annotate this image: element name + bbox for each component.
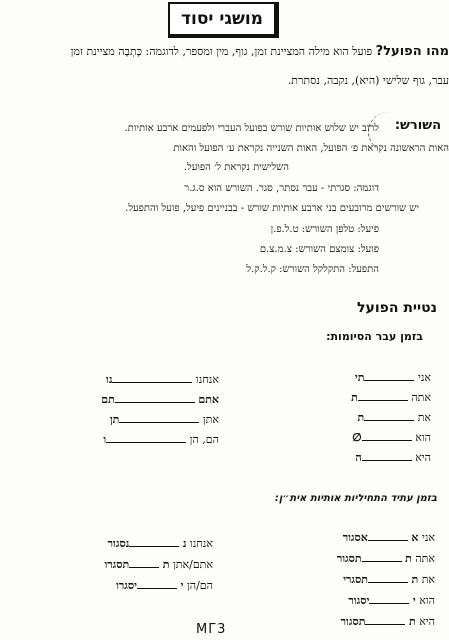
root-line-5: יש שורשים מרובעים בני ארבע אותיות שורש - בבניינים פיעל, פועל והתפעל. [125,203,419,214]
pronoun: היא [419,615,435,628]
intro-text-1: פועל הוא מילה המציינת זמן, גוף, מין ומספר, לדוגמה: כָּתְבָה מציינת זמן [70,45,373,58]
fill-blank[interactable] [362,551,402,562]
future-row [104,557,213,571]
past-row [101,392,219,406]
pronoun: אתם/אתן [173,558,213,571]
suffix: ת [351,391,358,404]
fill-blank[interactable] [364,410,414,421]
past-row [352,430,431,444]
suffix: ת [357,411,365,424]
future-heading: בזמן עתיד התחיליות אותיות אית״ן: [274,493,437,504]
intro-heading: מהו הפועל? [375,44,449,59]
pronoun: את [421,573,435,586]
fill-blank[interactable] [368,530,408,541]
verb-form: תסגור [336,552,362,565]
future-row [343,530,435,544]
past-row [351,390,431,404]
fill-blank[interactable] [129,557,159,568]
root-line-6: פיעל: טלפן השורש: ט.ל.פ.ן [270,224,379,235]
verb-form: יסגור [348,594,370,607]
past-row [357,410,431,424]
fill-blank[interactable] [358,390,408,401]
future-row [108,536,213,550]
pronoun: אני [417,371,431,384]
page-footer: МГ3 [196,622,227,637]
pronoun: אנחנו [189,537,213,550]
future-row [343,572,435,586]
future-row [341,614,435,628]
intro-line-2: עבר, גוף שלישי (היא), נקבה, נסתרת. [287,74,449,87]
root-line-8: התפעל: התקלקל השורש: ק.ל.ק.ל [246,264,379,275]
root-line-1: לרוב יש שלוש אותיות שורש בפועל העברי ולפעמים ארבע אותיות. [124,123,379,134]
fill-blank[interactable] [362,450,412,461]
verb-form: תסגרו [104,558,130,571]
pronoun: הם, הן [189,433,219,446]
pronoun: אני [421,531,435,544]
pronoun: הוא [415,431,431,444]
fill-blank[interactable] [137,578,177,589]
fill-blank[interactable] [364,370,414,381]
verb-form: יסגרו [116,579,138,592]
past-row [355,370,431,384]
past-row [110,412,219,426]
root-line-2: האות הראשונה נקראת פ׳ הפועל, האות השנייה נקראת ע׳ הפועל והאות [173,143,449,154]
verb-form: נסגור [107,537,130,550]
prefix-letter: ת [162,558,170,571]
verb-form: אסגור [342,531,368,544]
suffix: ה [355,451,362,464]
prefix-letter: י [180,579,184,592]
pronoun: אתה [415,552,435,565]
pronoun: אתן [202,413,219,426]
pronoun: אתם [198,393,219,406]
pronoun: אנחנו [195,373,219,386]
suffix: תי [354,371,365,384]
fill-blank[interactable] [368,572,408,583]
page-title: מושגי יסוד [168,2,279,38]
prefix-letter: ת [408,615,416,628]
fill-blank[interactable] [369,593,409,604]
future-row [348,593,435,607]
fill-blank[interactable] [115,392,195,403]
verb-form: תסגרי [343,573,368,586]
suffix: תן [109,413,120,426]
past-row [106,372,219,386]
future-row [116,578,213,592]
pronoun: אתה [411,391,431,404]
pronoun: הוא [419,594,435,607]
root-line-4: דוגמה: סגרתי - עבר נסתר, סגר. השורש הוא ס.ג.ר [184,183,379,194]
root-heading: השורש: [394,118,441,133]
pronoun: את [417,411,431,424]
suffix: תם [101,393,115,406]
fill-blank[interactable] [362,430,412,441]
fill-blank[interactable] [365,614,405,625]
prefix-letter: ת [411,573,419,586]
fill-blank[interactable] [119,412,199,423]
suffix: ∅ [352,431,362,444]
fill-blank[interactable] [112,372,192,383]
prefix-letter: י [412,594,416,607]
intro-line-1 [0,44,449,59]
pronoun: היא [415,451,431,464]
fill-blank[interactable] [129,536,179,547]
past-row [103,432,219,446]
past-row [355,450,431,464]
suffix: נו [106,373,113,386]
fill-blank[interactable] [106,432,186,443]
conjugation-heading: נטיית הפועל [357,300,437,316]
prefix-letter: נ [182,537,187,550]
suffix: ו [103,433,107,446]
prefix-letter: ת [405,552,412,565]
root-line-7: פועל: צומצם השורש: צ.מ.צ.ם [259,244,379,255]
past-heading: בזמן עבר הסיומות: [326,330,423,343]
pronoun: הם/הן [186,579,213,592]
future-row [337,551,435,565]
verb-form: תסגור [340,615,366,628]
prefix-letter: א [411,531,419,544]
root-line-3: השלישית נקראת ל׳ הפועל. [183,162,289,173]
